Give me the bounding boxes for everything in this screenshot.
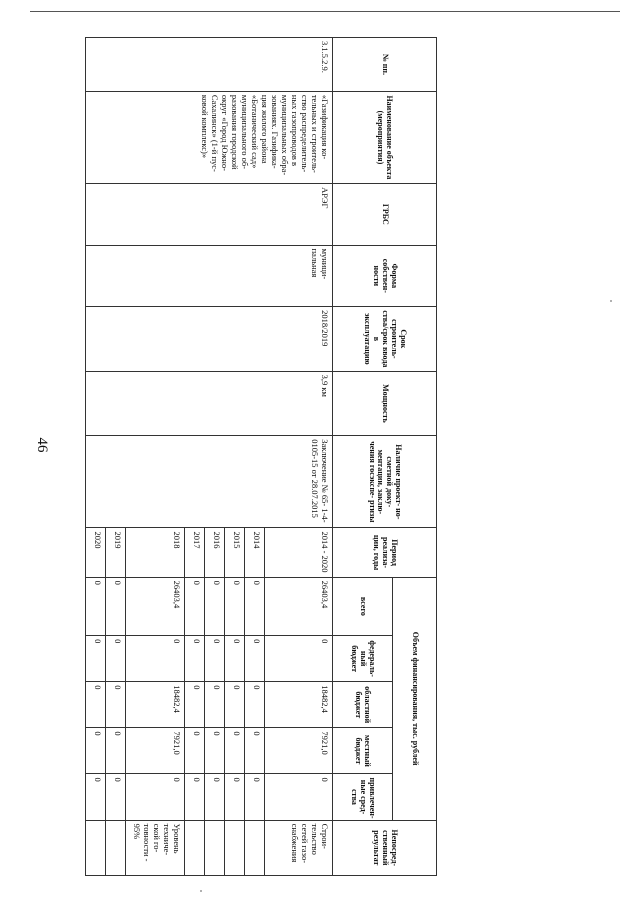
cell-result: Строи- тельство сетей газо- снабжения <box>265 820 333 875</box>
cell-total: 26403,4 <box>126 577 184 635</box>
cell-local: 0 <box>204 728 224 774</box>
cell-local: 0 <box>106 728 126 774</box>
header-local: местный бюджет <box>333 728 393 774</box>
cell-attracted: 0 <box>86 774 106 820</box>
header-federal: федераль- ный бюджет <box>333 636 393 682</box>
header-name: Наименование объекта (мероприятия) <box>333 91 437 183</box>
cell-regional: 0 <box>245 682 265 728</box>
cell-federal: 0 <box>184 636 204 682</box>
top-rule <box>30 11 620 12</box>
cell-total: 0 <box>245 577 265 635</box>
cell-attracted: 0 <box>106 774 126 820</box>
cell-federal: 0 <box>86 636 106 682</box>
cell-regional: 0 <box>184 682 204 728</box>
table-row <box>265 38 333 876</box>
cell-regional: 0 <box>204 682 224 728</box>
cell-grbs: АРЭГ <box>86 184 333 246</box>
cell-local: 0 <box>86 728 106 774</box>
cell-attracted: 0 <box>245 774 265 820</box>
header-regional: областной бюджет <box>333 682 393 728</box>
cell-local: 0 <box>184 728 204 774</box>
cell-federal: 0 <box>126 636 184 682</box>
cell-total: 26403,4 <box>265 577 333 635</box>
cell-federal: 0 <box>106 636 126 682</box>
cell-result <box>86 820 106 875</box>
financing-table <box>85 37 437 876</box>
cell-period: 2020 <box>86 528 106 577</box>
cell-deadline: 2018/2019 <box>86 307 333 372</box>
header-grbs: ГРБС <box>333 184 437 246</box>
cell-result <box>224 820 244 875</box>
header-capacity: Мощность <box>333 371 437 436</box>
scan-speck <box>200 890 202 892</box>
cell-result <box>204 820 224 875</box>
cell-regional: 0 <box>86 682 106 728</box>
header-row-top <box>393 38 437 876</box>
cell-project-docs: Заключение № 65- 1-4-0105-15 от 28.07.2015 <box>86 436 333 528</box>
cell-name: «Газификация ко- тельных и строитель- ство распределитель- ных газопроводов в муниципальных обра- зованиях. Газифика- ция жилого района «Ботанический сад» муниципального об- разования городской округ «Город Южно- Сахалинск» (1-й пус- ковой комплекс)» <box>86 91 333 183</box>
cell-period: 2014 - 2020 <box>265 528 333 577</box>
cell-total: 0 <box>184 577 204 635</box>
cell-attracted: 0 <box>224 774 244 820</box>
cell-local: 7921,0 <box>265 728 333 774</box>
cell-total: 0 <box>106 577 126 635</box>
cell-attracted: 0 <box>184 774 204 820</box>
cell-local: 0 <box>224 728 244 774</box>
cell-attracted: 0 <box>265 774 333 820</box>
cell-result: Уровень техниче- ской го- товности - 95% <box>126 820 184 875</box>
cell-federal: 0 <box>265 636 333 682</box>
header-deadline: Срок строитель- ства/срок ввода в эксплуатацию <box>333 307 437 372</box>
cell-capacity: 3,9 км <box>86 371 333 436</box>
cell-attracted: 0 <box>126 774 184 820</box>
cell-local: 7921,0 <box>126 728 184 774</box>
cell-period: 2017 <box>184 528 204 577</box>
cell-period: 2019 <box>106 528 126 577</box>
cell-period: 2016 <box>204 528 224 577</box>
header-ownership: Форма собствен- ности <box>333 245 437 307</box>
cell-result <box>184 820 204 875</box>
header-period: Период реализа- ции, годы <box>333 528 437 577</box>
cell-period: 2014 <box>245 528 265 577</box>
cell-total: 0 <box>204 577 224 635</box>
cell-total: 0 <box>86 577 106 635</box>
header-finance-group: Объем финансирования, тыс. рублей <box>393 577 437 820</box>
header-total: всего <box>333 577 393 635</box>
cell-period: 2018 <box>126 528 184 577</box>
cell-regional: 18482,4 <box>265 682 333 728</box>
cell-result <box>106 820 126 875</box>
cell-federal: 0 <box>204 636 224 682</box>
cell-total: 0 <box>224 577 244 635</box>
cell-num: 3.1.5.2.9. <box>86 38 333 92</box>
header-attracted: привлечен- ные сред- ства <box>333 774 393 820</box>
cell-regional: 0 <box>106 682 126 728</box>
cell-federal: 0 <box>245 636 265 682</box>
cell-regional: 18482,4 <box>126 682 184 728</box>
cell-result <box>245 820 265 875</box>
cell-federal: 0 <box>224 636 244 682</box>
cell-period: 2015 <box>224 528 244 577</box>
scan-speck <box>610 300 612 302</box>
header-project-docs: Наличие проект- но-сметной доку- ментации, заклю- чения госэкспе- ртизы <box>333 436 437 528</box>
cell-ownership: муници- пальная <box>86 245 333 307</box>
header-result: Непосред- ственный результат <box>333 820 437 875</box>
cell-local: 0 <box>245 728 265 774</box>
cell-regional: 0 <box>224 682 244 728</box>
header-num: № пп. <box>333 38 437 92</box>
page-number: 46 <box>34 437 51 453</box>
financing-table-grid <box>85 37 437 876</box>
cell-attracted: 0 <box>204 774 224 820</box>
